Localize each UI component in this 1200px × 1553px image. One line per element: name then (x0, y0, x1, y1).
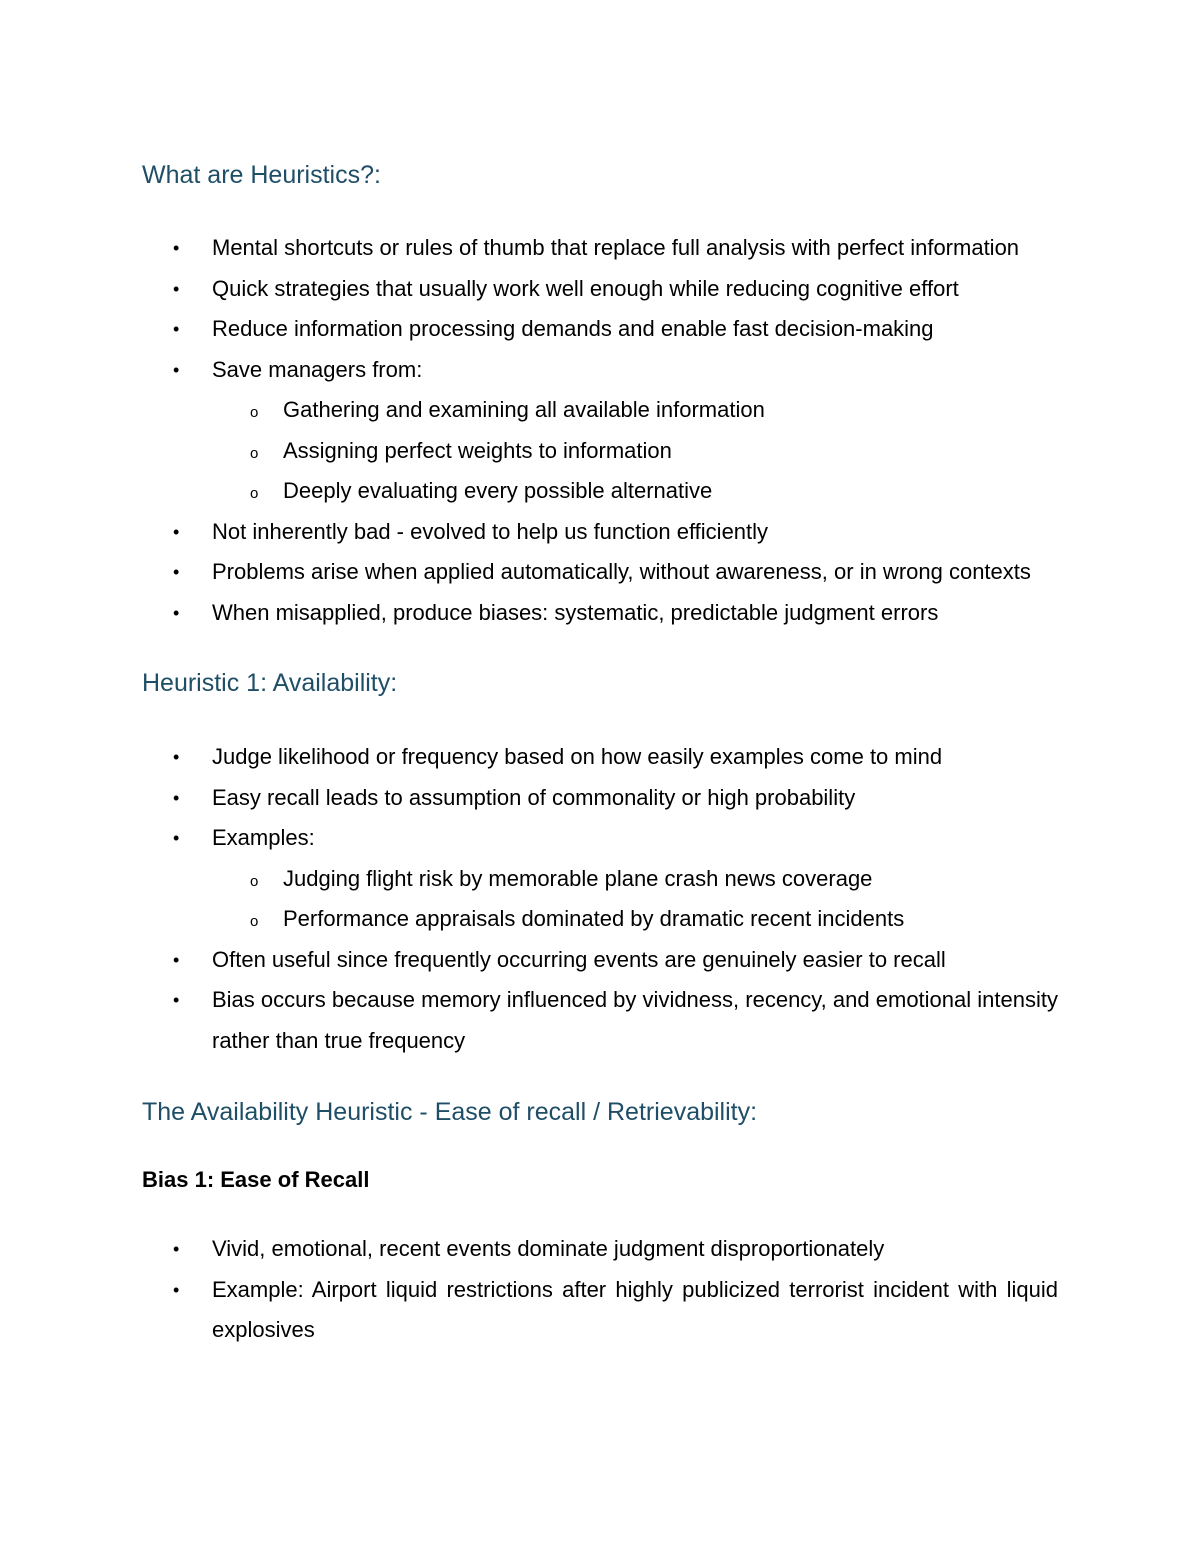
bullet-list (142, 228, 1058, 633)
list-item-text: When misapplied, produce biases: systematic, predictable judgment errors (212, 599, 939, 625)
sub-bullet-icon: o (250, 913, 259, 930)
list-item-text: Example: Airport liquid restrictions after highly publicized terrorist incident with liquid explosives (212, 1276, 1058, 1342)
sub-list-item-text: Assigning perfect weights to information (283, 437, 672, 463)
sub-bullet-icon: o (250, 485, 259, 502)
list-item (142, 228, 1058, 269)
bullet-icon: • (173, 1239, 180, 1259)
sub-bullet-icon: o (250, 872, 259, 890)
list-item (142, 512, 1058, 553)
sub-bullet-icon: o (250, 444, 259, 462)
list-item-text: Quick strategies that usually work well enough while reducing cognitive effort (212, 275, 959, 301)
sub-list-item (212, 859, 1058, 900)
list-item-text: Judge likelihood or frequency based on how easily examples come to mind (212, 744, 943, 769)
subheading-bias-1: Bias 1: Ease of Recall (142, 1167, 370, 1192)
list-item (142, 778, 1058, 819)
sub-bullet-list (212, 390, 1058, 512)
sub-list-item (212, 431, 1058, 472)
list-item (142, 269, 1058, 310)
section-heading-availability: Heuristic 1: Availability: (142, 669, 398, 697)
list-item (142, 818, 1058, 940)
bullet-icon: • (173, 747, 180, 767)
bullet-icon: • (173, 521, 180, 542)
bullet-list (142, 737, 1058, 1061)
list-item (142, 552, 1058, 593)
bullet-icon: • (173, 602, 180, 623)
bullet-icon: • (173, 278, 180, 299)
sub-list-item-text: Performance appraisals dominated by dramatic recent incidents (283, 906, 905, 931)
list-item-text: Bias occurs because memory influenced by vividness, recency, and emotional intensity rather than true frequency (212, 987, 1058, 1053)
sub-list-item-text: Deeply evaluating every possible alternative (283, 478, 713, 503)
sub-list-item (212, 471, 1058, 512)
bullet-icon: • (173, 238, 180, 258)
bullet-icon: • (173, 319, 180, 339)
list-item-text: Reduce information processing demands and enable fast decision-making (212, 316, 934, 341)
list-item (142, 350, 1058, 512)
list-item-text: Save managers from: (212, 356, 423, 382)
list-item-text: Not inherently bad - evolved to help us function efficiently (212, 518, 769, 544)
list-item-text: Problems arise when applied automatically, without awareness, or in wrong contexts (212, 559, 1031, 584)
section-heading-heuristics: What are Heuristics?: (142, 161, 381, 189)
list-item-text: Easy recall leads to assumption of commonality or high probability (212, 784, 856, 810)
list-item (142, 940, 1058, 981)
list-item (142, 593, 1058, 634)
sub-bullet-list (212, 859, 1058, 940)
list-item (142, 1229, 1058, 1270)
list-item-text: Vivid, emotional, recent events dominate judgment disproportionately (212, 1236, 885, 1261)
list-item-text: Examples: (212, 825, 315, 850)
bullet-icon: • (173, 949, 180, 970)
sub-list-item (212, 899, 1058, 940)
sub-list-item-text: Judging flight risk by memorable plane crash news coverage (283, 865, 873, 891)
sub-list-item-text: Gathering and examining all available information (283, 397, 765, 422)
bullet-icon: • (173, 990, 180, 1010)
bullet-icon: • (173, 359, 180, 380)
list-item (142, 1270, 1058, 1351)
bullet-icon: • (173, 787, 180, 808)
bullet-list (142, 1229, 1058, 1351)
bullet-icon: • (173, 1279, 180, 1300)
list-item (142, 309, 1058, 350)
list-item (142, 737, 1058, 778)
sub-bullet-icon: o (250, 404, 259, 421)
list-item (142, 980, 1058, 1061)
bullet-icon: • (173, 562, 180, 582)
sub-list-item (212, 390, 1058, 431)
bullet-icon: • (173, 828, 180, 848)
list-item-text: Often useful since frequently occurring events are genuinely easier to recall (212, 946, 946, 972)
list-item-text: Mental shortcuts or rules of thumb that replace full analysis with perfect information (212, 235, 1020, 260)
section-heading-ease-of-recall: The Availability Heuristic - Ease of recall / Retrievability: (142, 1098, 758, 1126)
